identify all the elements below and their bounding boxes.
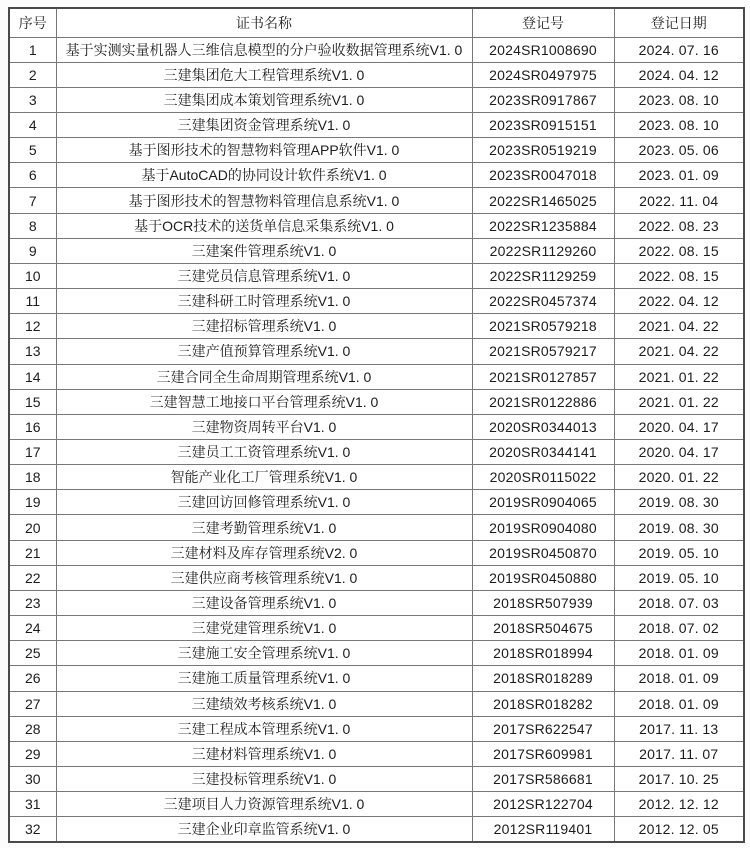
cell-no: 14 (9, 364, 56, 389)
table-row (9, 263, 744, 288)
cell-reg-no: 2017SR622547 (472, 716, 614, 741)
cell-reg-no: 2021SR0122886 (472, 389, 614, 414)
cell-no: 8 (9, 213, 56, 238)
cell-reg-no: 2017SR609981 (472, 741, 614, 766)
cell-reg-no: 2021SR0579218 (472, 314, 614, 339)
cell-reg-no: 2022SR1465025 (472, 188, 614, 213)
cell-name: 三建材料及库存管理系统V2. 0 (56, 540, 472, 565)
cell-name: 三建施工安全管理系统V1. 0 (56, 641, 472, 666)
cell-reg-date: 2023. 05. 06 (614, 138, 744, 163)
table-row (9, 817, 744, 842)
cell-reg-date: 2024. 07. 16 (614, 37, 744, 62)
cell-no: 28 (9, 716, 56, 741)
cell-no: 30 (9, 767, 56, 792)
cell-name: 三建材料管理系统V1. 0 (56, 741, 472, 766)
table-row (9, 741, 744, 766)
cell-reg-date: 2012. 12. 05 (614, 817, 744, 842)
cell-reg-date: 2021. 01. 22 (614, 389, 744, 414)
cell-no: 12 (9, 314, 56, 339)
cell-reg-date: 2018. 01. 09 (614, 641, 744, 666)
table-row (9, 540, 744, 565)
cell-name: 基于图形技术的智慧物料管理APP软件V1. 0 (56, 138, 472, 163)
table-row (9, 590, 744, 615)
cell-no: 6 (9, 163, 56, 188)
table-row (9, 163, 744, 188)
cell-name: 三建考勤管理系统V1. 0 (56, 515, 472, 540)
cell-reg-date: 2018. 07. 03 (614, 590, 744, 615)
table-row (9, 289, 744, 314)
cell-name: 三建投标管理系统V1. 0 (56, 767, 472, 792)
table-row (9, 666, 744, 691)
cell-name: 三建项目人力资源管理系统V1. 0 (56, 792, 472, 817)
cell-no: 4 (9, 112, 56, 137)
table-row (9, 188, 744, 213)
cell-reg-no: 2018SR507939 (472, 590, 614, 615)
cell-no: 15 (9, 389, 56, 414)
cell-no: 31 (9, 792, 56, 817)
cell-no: 26 (9, 666, 56, 691)
table-row (9, 389, 744, 414)
cell-reg-date: 2022. 08. 15 (614, 238, 744, 263)
header-cell-reg-no: 登记号 (472, 8, 614, 37)
cell-reg-no: 2023SR0519219 (472, 138, 614, 163)
cell-reg-date: 2020. 01. 22 (614, 465, 744, 490)
cell-name: 智能产业化工厂管理系统V1. 0 (56, 465, 472, 490)
certificate-table (8, 7, 745, 843)
cell-name: 三建党建管理系统V1. 0 (56, 616, 472, 641)
table-row (9, 37, 744, 62)
cell-reg-no: 2012SR122704 (472, 792, 614, 817)
cell-reg-no: 2022SR1129259 (472, 263, 614, 288)
cell-reg-date: 2023. 01. 09 (614, 163, 744, 188)
cell-no: 29 (9, 741, 56, 766)
cell-reg-no: 2019SR0450880 (472, 565, 614, 590)
cell-no: 17 (9, 440, 56, 465)
table-row (9, 238, 744, 263)
cell-reg-date: 2017. 11. 07 (614, 741, 744, 766)
cell-no: 24 (9, 616, 56, 641)
cell-no: 20 (9, 515, 56, 540)
cell-reg-no: 2022SR1235884 (472, 213, 614, 238)
table-row (9, 339, 744, 364)
cell-reg-date: 2022. 11. 04 (614, 188, 744, 213)
cell-reg-no: 2018SR504675 (472, 616, 614, 641)
cell-name: 三建合同全生命周期管理系统V1. 0 (56, 364, 472, 389)
cell-reg-no: 2022SR1129260 (472, 238, 614, 263)
cell-no: 27 (9, 691, 56, 716)
cell-reg-no: 2023SR0917867 (472, 87, 614, 112)
cell-no: 22 (9, 565, 56, 590)
table-row (9, 616, 744, 641)
cell-name: 三建集团成本策划管理系统V1. 0 (56, 87, 472, 112)
table-row (9, 565, 744, 590)
cell-name: 三建绩效考核系统V1. 0 (56, 691, 472, 716)
cell-name: 三建员工工资管理系统V1. 0 (56, 440, 472, 465)
cell-reg-date: 2021. 01. 22 (614, 364, 744, 389)
cell-reg-date: 2022. 08. 15 (614, 263, 744, 288)
cell-reg-no: 2012SR119401 (472, 817, 614, 842)
header-cell-no: 序号 (9, 8, 56, 37)
cell-reg-no: 2024SR0497975 (472, 62, 614, 87)
table-row (9, 112, 744, 137)
cell-reg-date: 2023. 08. 10 (614, 87, 744, 112)
table-row (9, 716, 744, 741)
table-row (9, 87, 744, 112)
table-row (9, 490, 744, 515)
header-cell-reg-date: 登记日期 (614, 8, 744, 37)
cell-reg-no: 2018SR018289 (472, 666, 614, 691)
cell-reg-date: 2012. 12. 12 (614, 792, 744, 817)
cell-reg-no: 2019SR0904080 (472, 515, 614, 540)
table-row (9, 414, 744, 439)
table-row (9, 62, 744, 87)
cell-name: 三建集团危大工程管理系统V1. 0 (56, 62, 472, 87)
table-row (9, 440, 744, 465)
cell-no: 13 (9, 339, 56, 364)
cell-reg-no: 2019SR0904065 (472, 490, 614, 515)
cell-name: 三建科研工时管理系统V1. 0 (56, 289, 472, 314)
cell-name: 三建供应商考核管理系统V1. 0 (56, 565, 472, 590)
cell-reg-date: 2020. 04. 17 (614, 440, 744, 465)
cell-reg-no: 2018SR018994 (472, 641, 614, 666)
cell-name: 基于实测实量机器人三维信息模型的分户验收数据管理系统V1. 0 (56, 37, 472, 62)
cell-reg-no: 2021SR0127857 (472, 364, 614, 389)
cell-reg-date: 2021. 04. 22 (614, 339, 744, 364)
cell-reg-date: 2024. 04. 12 (614, 62, 744, 87)
table-row (9, 641, 744, 666)
cell-name: 基于OCR技术的送货单信息采集系统V1. 0 (56, 213, 472, 238)
cell-name: 三建设备管理系统V1. 0 (56, 590, 472, 615)
cell-reg-date: 2018. 07. 02 (614, 616, 744, 641)
header-cell-name: 证书名称 (56, 8, 472, 37)
table-body (9, 37, 744, 842)
table-row (9, 138, 744, 163)
cell-name: 三建施工质量管理系统V1. 0 (56, 666, 472, 691)
table-row (9, 792, 744, 817)
table-row (9, 213, 744, 238)
cell-name: 三建物资周转平台V1. 0 (56, 414, 472, 439)
cell-reg-no: 2024SR1008690 (472, 37, 614, 62)
cell-no: 7 (9, 188, 56, 213)
cell-reg-date: 2019. 08. 30 (614, 515, 744, 540)
cell-reg-date: 2020. 04. 17 (614, 414, 744, 439)
cell-name: 三建党员信息管理系统V1. 0 (56, 263, 472, 288)
table-row (9, 767, 744, 792)
cell-name: 三建招标管理系统V1. 0 (56, 314, 472, 339)
cell-name: 三建集团资金管理系统V1. 0 (56, 112, 472, 137)
cell-reg-no: 2023SR0047018 (472, 163, 614, 188)
cell-no: 5 (9, 138, 56, 163)
cell-reg-date: 2019. 05. 10 (614, 565, 744, 590)
cell-no: 23 (9, 590, 56, 615)
cell-reg-date: 2018. 01. 09 (614, 691, 744, 716)
cell-name: 三建回访回修管理系统V1. 0 (56, 490, 472, 515)
cell-reg-date: 2023. 08. 10 (614, 112, 744, 137)
cell-reg-date: 2021. 04. 22 (614, 314, 744, 339)
cell-reg-no: 2020SR0344141 (472, 440, 614, 465)
cell-reg-date: 2022. 08. 23 (614, 213, 744, 238)
cell-reg-date: 2019. 05. 10 (614, 540, 744, 565)
cell-no: 1 (9, 37, 56, 62)
cell-reg-no: 2023SR0915151 (472, 112, 614, 137)
cell-no: 25 (9, 641, 56, 666)
cell-no: 2 (9, 62, 56, 87)
cell-reg-no: 2018SR018282 (472, 691, 614, 716)
cell-no: 18 (9, 465, 56, 490)
cell-no: 32 (9, 817, 56, 842)
cell-reg-no: 2019SR0450870 (472, 540, 614, 565)
cell-no: 21 (9, 540, 56, 565)
cell-name: 三建案件管理系统V1. 0 (56, 238, 472, 263)
cell-no: 9 (9, 238, 56, 263)
cell-name: 基于图形技术的智慧物料管理信息系统V1. 0 (56, 188, 472, 213)
table-row (9, 515, 744, 540)
cell-no: 10 (9, 263, 56, 288)
cell-reg-date: 2022. 04. 12 (614, 289, 744, 314)
cell-no: 3 (9, 87, 56, 112)
cell-name: 三建智慧工地接口平台管理系统V1. 0 (56, 389, 472, 414)
table-row (9, 691, 744, 716)
cell-reg-no: 2020SR0115022 (472, 465, 614, 490)
cell-reg-no: 2022SR0457374 (472, 289, 614, 314)
cell-name: 三建产值预算管理系统V1. 0 (56, 339, 472, 364)
cell-no: 16 (9, 414, 56, 439)
cell-reg-date: 2019. 08. 30 (614, 490, 744, 515)
cell-reg-no: 2020SR0344013 (472, 414, 614, 439)
cell-name: 基于AutoCAD的协同设计软件系统V1. 0 (56, 163, 472, 188)
cell-reg-no: 2017SR586681 (472, 767, 614, 792)
cell-reg-date: 2017. 10. 25 (614, 767, 744, 792)
cell-name: 三建工程成本管理系统V1. 0 (56, 716, 472, 741)
header-row (9, 8, 744, 37)
cell-no: 19 (9, 490, 56, 515)
table-row (9, 314, 744, 339)
cell-reg-date: 2017. 11. 13 (614, 716, 744, 741)
table-row (9, 364, 744, 389)
table-row (9, 465, 744, 490)
certificate-table-container (8, 7, 745, 843)
cell-reg-date: 2018. 01. 09 (614, 666, 744, 691)
cell-no: 11 (9, 289, 56, 314)
cell-reg-no: 2021SR0579217 (472, 339, 614, 364)
cell-name: 三建企业印章监管系统V1. 0 (56, 817, 472, 842)
